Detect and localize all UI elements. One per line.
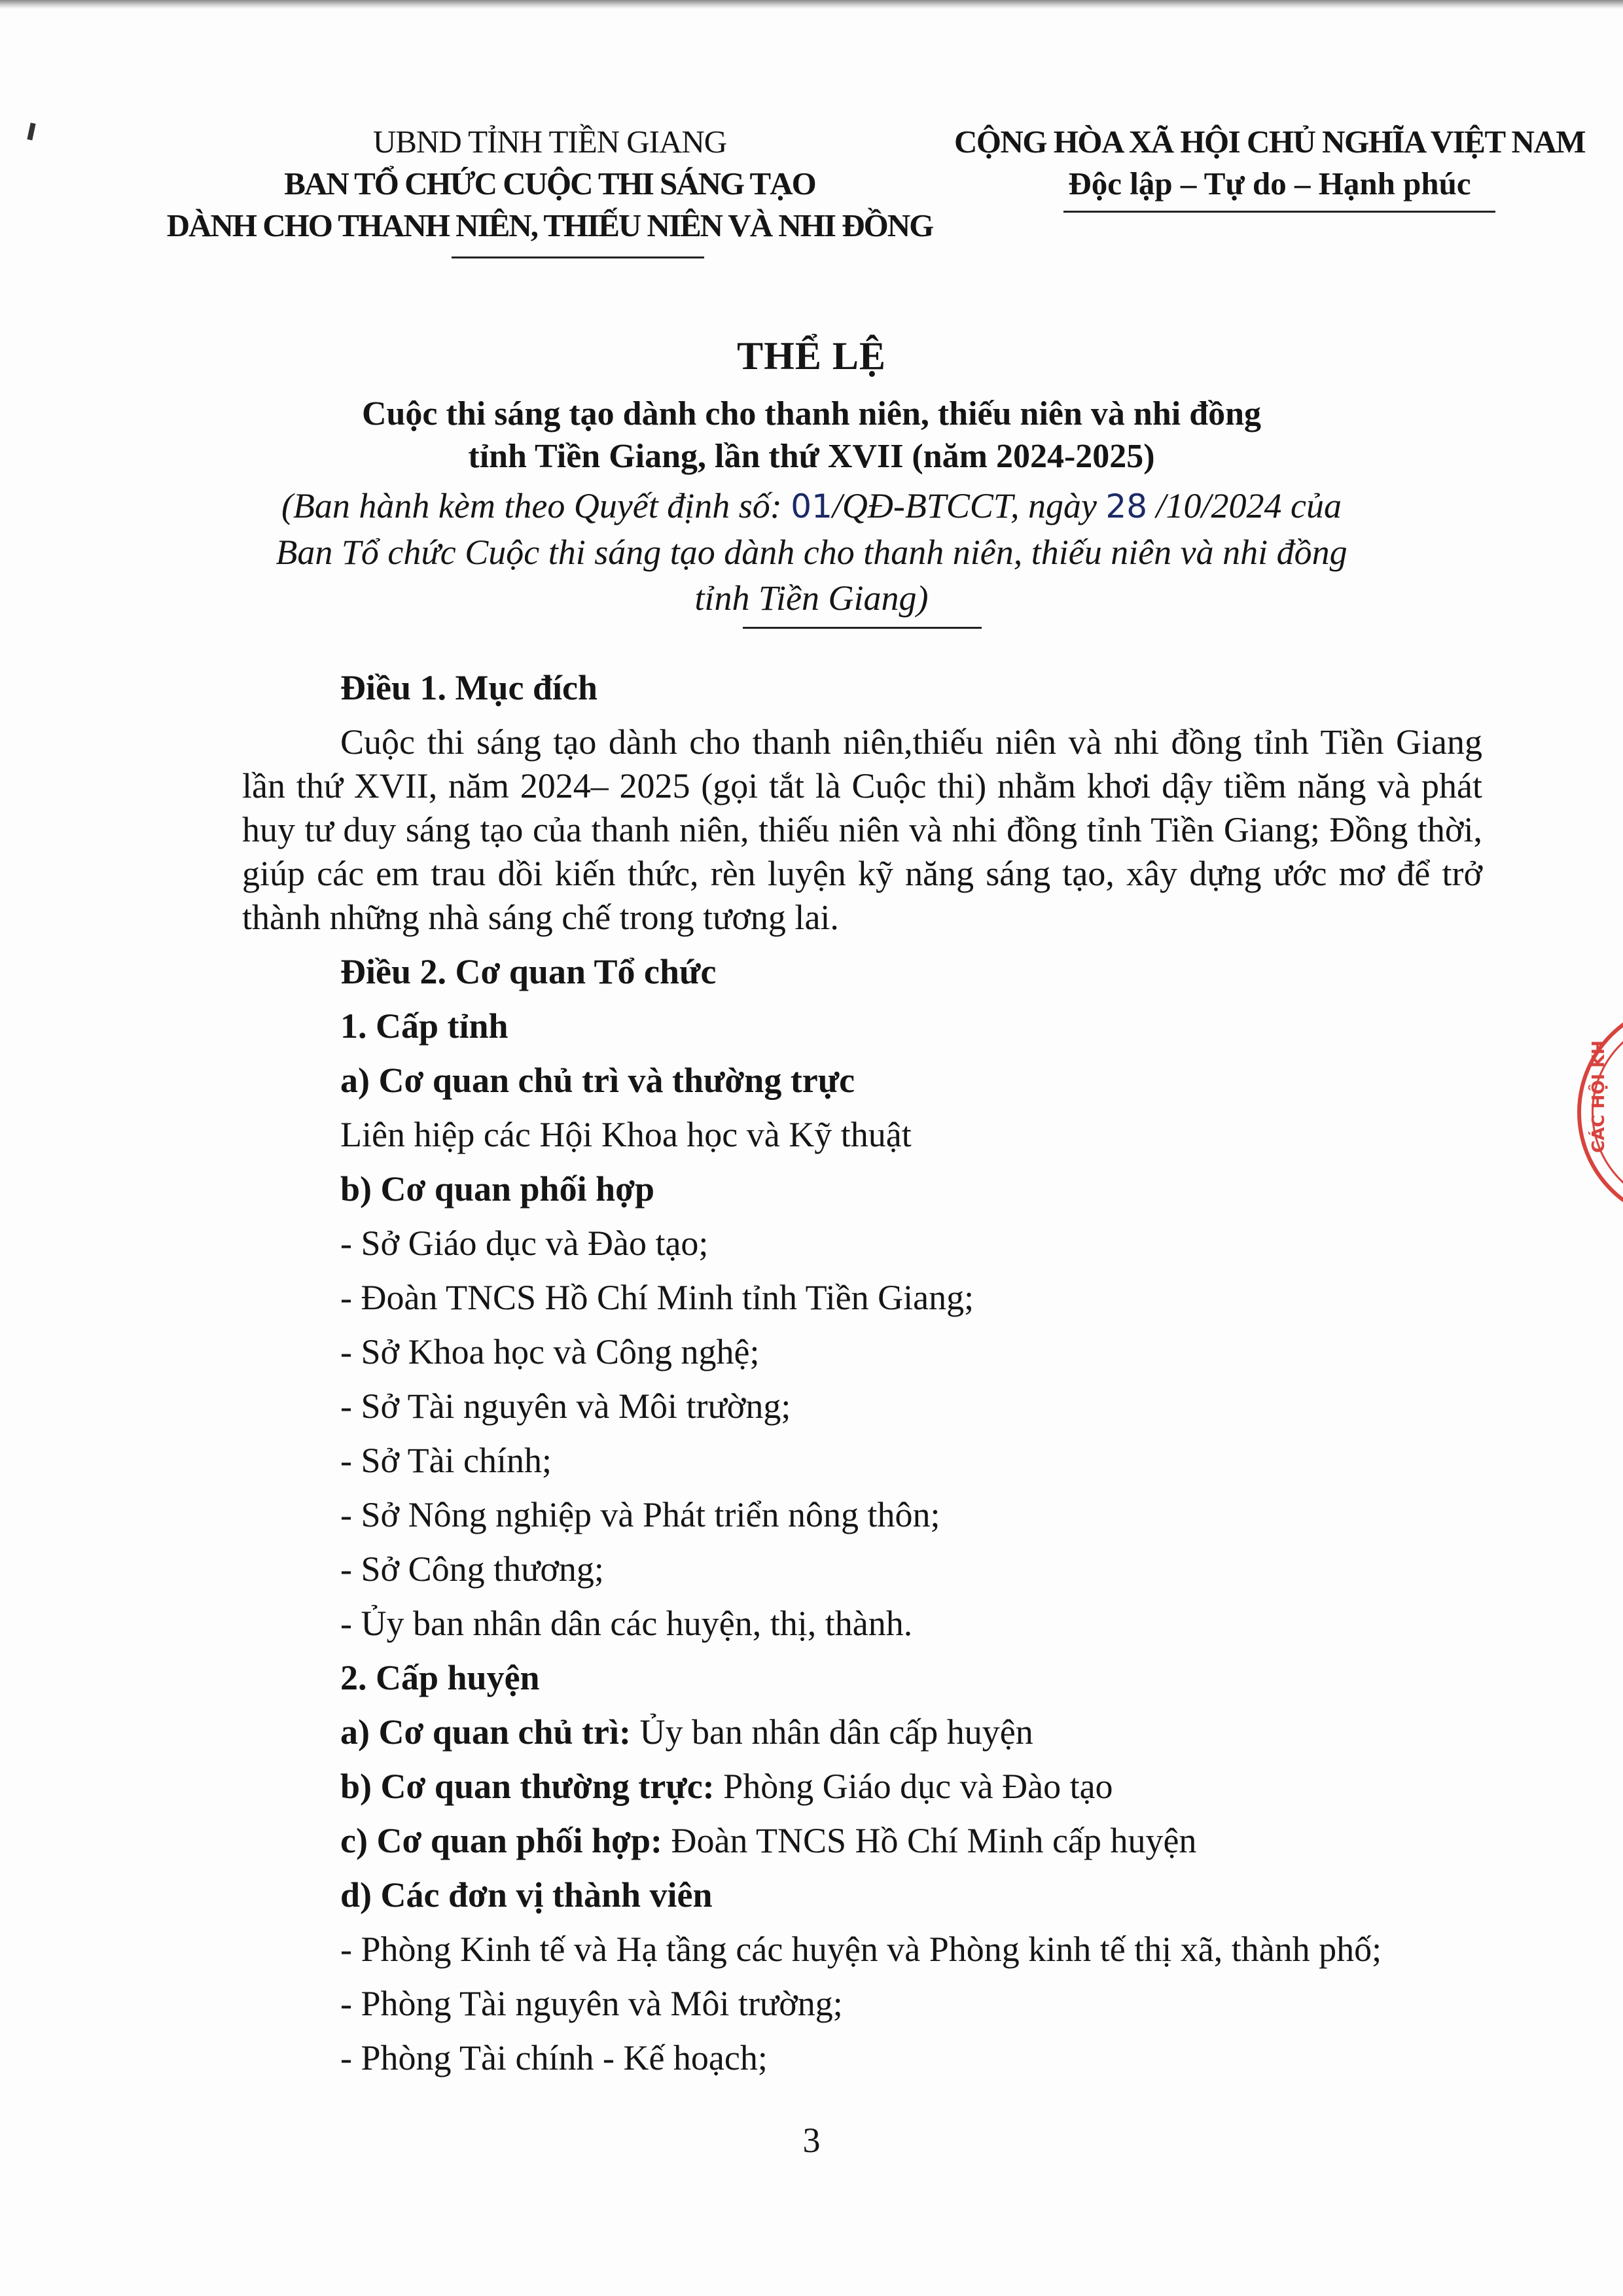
list-item: - Sở Nông nghiệp và Phát triển nông thôn; — [340, 1495, 940, 1534]
provincial-level-heading: 1. Cấp tỉnh — [340, 1006, 508, 1046]
district-level-heading: 2. Cấp huyện — [340, 1658, 540, 1697]
issuance-prefix: (Ban hành kèm theo Quyết định số: — [281, 486, 791, 525]
provincial-host-text: Liên hiệp các Hội Khoa học và Kỹ thuật — [340, 1115, 912, 1154]
document-title: THỂ LỆ — [737, 334, 886, 378]
district-members-heading: d) Các đơn vị thành viên — [340, 1875, 713, 1915]
issuer-underline — [452, 256, 704, 258]
list-item: - Sở Công thương; — [340, 1549, 604, 1589]
issuer-line-3: DÀNH CHO THANH NIÊN, THIẾU NIÊN VÀ NHI ĐỒNG — [166, 207, 933, 243]
issuance-underline — [743, 627, 982, 629]
decision-number: 01 — [791, 487, 832, 525]
issuance-line-2: Ban Tổ chức Cuộc thi sáng tạo dành cho thanh niên, thiếu niên và nhi đồng — [276, 533, 1347, 572]
district-host-text: Ủy ban nhân dân cấp huyện — [630, 1712, 1033, 1752]
national-motto: Độc lập – Tự do – Hạnh phúc — [1068, 166, 1471, 202]
motto-underline — [1063, 211, 1495, 213]
article-1-text: Cuộc thi sáng tạo dành cho thanh niên,thiếu niên và nhi đồng tỉnh Tiền Giang lần thứ XVII, năm 2024– 2025 (gọi tắt là Cuộc thi) nhằm khơi dậy tiềm năng và phát huy tư duy sáng tạo của thanh niên, thiếu niên và nhi đồng tỉnh Tiền Giang; Đồng thời, giúp các em trau dồi kiến thức, rèn luyện kỹ năng sáng tạo, xây dựng ước mơ để trở thành những nhà sáng chế trong tương lai. — [242, 722, 1482, 937]
issuer-line-2: BAN TỔ CHỨC CUỘC THI SÁNG TẠO — [284, 166, 815, 202]
national-header — [942, 121, 1597, 205]
list-item: - Sở Khoa học và Công nghệ; — [340, 1332, 760, 1371]
issuer-header — [151, 121, 949, 247]
list-item: - Phòng Tài nguyên và Môi trường; — [340, 1984, 843, 2023]
subtitle-line-1: Cuộc thi sáng tạo dành cho thanh niên, thiếu niên và nhi đồng — [361, 395, 1262, 433]
list-item: - Sở Tài chính; — [340, 1441, 552, 1480]
list-item: - Phòng Kinh tế và Hạ tầng các huyện và Phòng kinh tế thị xã, thành phố; — [340, 1930, 1382, 1969]
list-item: - Sở Tài nguyên và Môi trường; — [340, 1386, 791, 1426]
list-item: - Sở Giáo dục và Đào tạo; — [340, 1224, 709, 1263]
provincial-host-heading: a) Cơ quan chủ trì và thường trực — [340, 1061, 855, 1100]
stamp-text: CÁC HỘI KH — [1589, 1040, 1609, 1153]
article-1-heading: Điều 1. Mục đích — [340, 668, 598, 707]
document-body — [242, 661, 1482, 2085]
district-partner — [242, 1814, 1482, 1868]
issuance-suffix: /10/2024 của — [1147, 486, 1342, 525]
district-partner-label: c) Cơ quan phối hợp: — [340, 1821, 662, 1860]
page-number: 3 — [802, 2121, 821, 2160]
issuance-line-3: tỉnh Tiền Giang) — [694, 578, 929, 618]
scan-mark — [27, 122, 35, 140]
issuance-mid: /QĐ-BTCCT, ngày — [832, 486, 1106, 525]
red-seal-stamp — [1577, 1001, 1623, 1224]
district-host — [242, 1705, 1482, 1759]
district-standing — [242, 1759, 1482, 1814]
list-item: - Đoàn TNCS Hồ Chí Minh tỉnh Tiền Giang; — [340, 1278, 974, 1317]
district-partner-text: Đoàn TNCS Hồ Chí Minh cấp huyện — [662, 1821, 1197, 1860]
provincial-partners-heading: b) Cơ quan phối hợp — [340, 1169, 655, 1209]
list-item: - Phòng Tài chính - Kế hoạch; — [340, 2038, 768, 2077]
issuance-line-1 — [0, 483, 1623, 529]
issuer-line-1: UBND TỈNH TIỀN GIANG — [372, 124, 727, 160]
list-item: - Ủy ban nhân dân các huyện, thị, thành. — [340, 1604, 913, 1643]
subtitle-line-2: tỉnh Tiền Giang, lần thứ XVII (năm 2024-2025) — [468, 438, 1155, 475]
district-standing-text: Phòng Giáo dục và Đào tạo — [714, 1767, 1113, 1806]
decision-day: 28 — [1105, 487, 1148, 525]
district-host-label: a) Cơ quan chủ trì: — [340, 1712, 631, 1752]
district-standing-label: b) Cơ quan thường trực: — [340, 1767, 715, 1806]
scan-edge — [0, 0, 1623, 9]
document-subtitle — [0, 393, 1623, 478]
article-2-heading: Điều 2. Cơ quan Tổ chức — [340, 952, 717, 991]
issuance-note — [0, 483, 1623, 621]
national-name: CỘNG HÒA XÃ HỘI CHỦ NGHĨA VIỆT NAM — [954, 124, 1586, 160]
